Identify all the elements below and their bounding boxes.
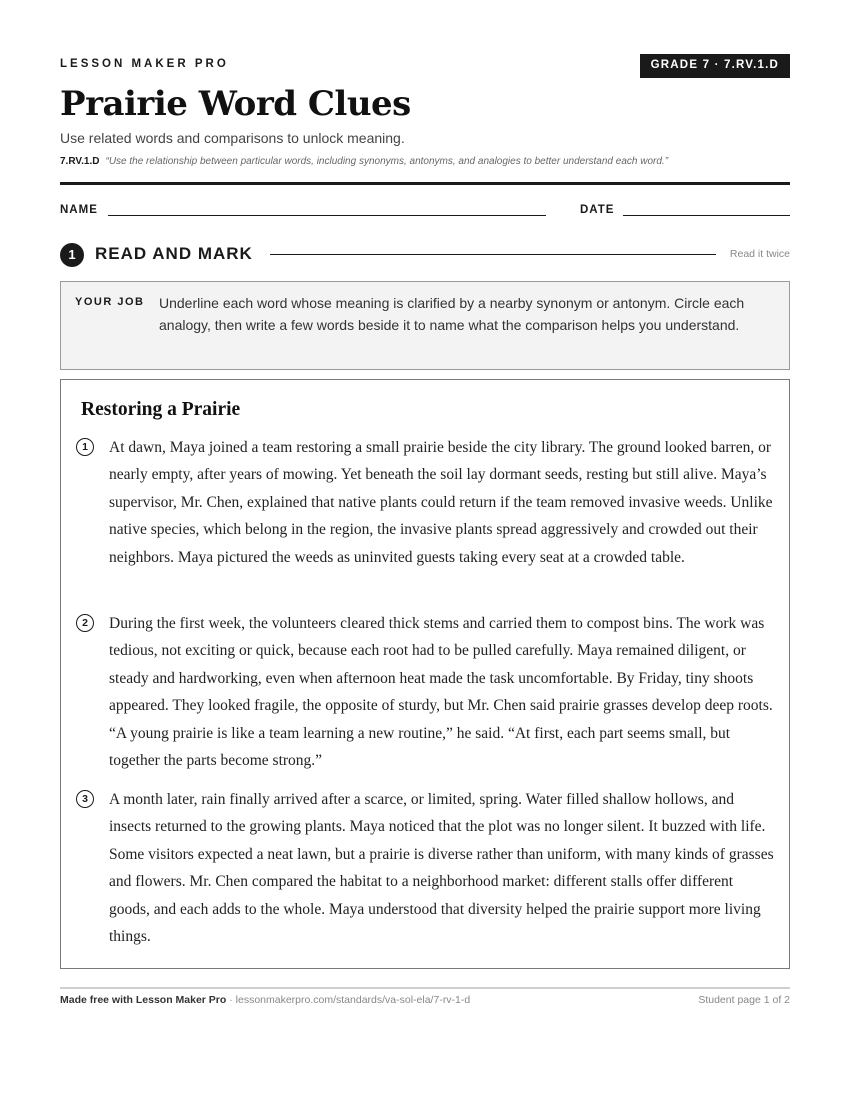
instructions-text: Underline each word whose meaning is clarified by a nearby synonym or antonym. Circle each analogy, then write a few words beside it to name what the comparison helps you understand.: [159, 295, 745, 333]
instructions-label: YOUR JOB: [75, 296, 145, 308]
footer-brand: Made free with Lesson Maker Pro: [60, 994, 227, 1006]
header-divider: [60, 182, 790, 185]
instructions-box: [60, 281, 790, 370]
section-title: READ AND MARK: [95, 244, 253, 263]
passage-title: Restoring a Prairie: [81, 399, 241, 420]
page-indicator: Student page 1 of 2: [698, 994, 790, 1006]
paragraph-text: A month later, rain finally arrived after a scarce, or limited, spring. Water filled shallow hollows, and insects returned to the growing plants. Maya noticed that the plot was no longer silent. It buzzed with life. Some visitors expected a neat lawn, but a prairie is diverse rather than uniform, with many kinds of grasses and flowers. Mr. Chen compared the habitat to a neighborhood market: different stalls offer different goods, and each adds to the whole. Maya understood that diversity helped the prairie support more living things.: [109, 791, 774, 946]
standard-code: 7.RV.1.D: [60, 156, 100, 167]
brand-name: LESSON MAKER PRO: [60, 58, 229, 70]
footer-divider: [60, 987, 790, 989]
paragraph-number: 2: [76, 614, 94, 632]
section-hint: Read it twice: [729, 248, 790, 260]
section-number-badge: 1: [60, 243, 84, 267]
paragraph-text: During the first week, the volunteers cleared thick stems and carried them to compost bins. The work was tedious, not exciting or quick, because each root had to be pulled carefully. Maya remained diligent, or steady and hardworking, even when afternoon heat made the task uncomfortable. By Friday, tiny shoots appeared. They looked fragile, the opposite of sturdy, but Mr. Chen said prairie grasses develop deep roots. “A young prairie is like a team learning a new routine,” he said. “At first, each part seems small, but together the parts become strong.”: [109, 615, 773, 770]
paragraph-number: 1: [76, 438, 94, 456]
footer-credit: [60, 994, 470, 1006]
page-subtitle: Use related words and comparisons to unlock meaning.: [60, 130, 405, 146]
name-field[interactable]: [108, 215, 546, 216]
name-label: NAME: [60, 204, 98, 216]
page-title: Prairie Word Clues: [60, 84, 411, 124]
date-label: DATE: [580, 204, 615, 216]
date-field[interactable]: [623, 215, 790, 216]
standard-line: [60, 156, 790, 167]
paragraph-number: 3: [76, 790, 94, 808]
grade-badge: GRADE 7 · 7.RV.1.D: [640, 54, 790, 78]
footer-url[interactable]: · lessonmakerpro.com/standards/va-sol-ela/7-rv-1-d: [226, 994, 471, 1006]
standard-text: “Use the relationship between particular words, including synonyms, antonyms, and analogies to better understand each word.”: [105, 156, 669, 167]
paragraph-text: At dawn, Maya joined a team restoring a small prairie beside the city library. The ground looked barren, or nearly empty, after years of mowing. Yet beneath the soil lay dormant seeds, resting but still alive. Maya’s supervisor, Mr. Chen, explained that native plants could return if the team removed invasive weeds. Unlike native species, which belong in the region, the invasive plants spread aggressively and crowded out their neighbors. Maya pictured the weeds as uninvited guests taking every seat at a crowded table.: [109, 439, 773, 566]
section-divider: [270, 254, 716, 255]
passage-box: [60, 379, 790, 969]
